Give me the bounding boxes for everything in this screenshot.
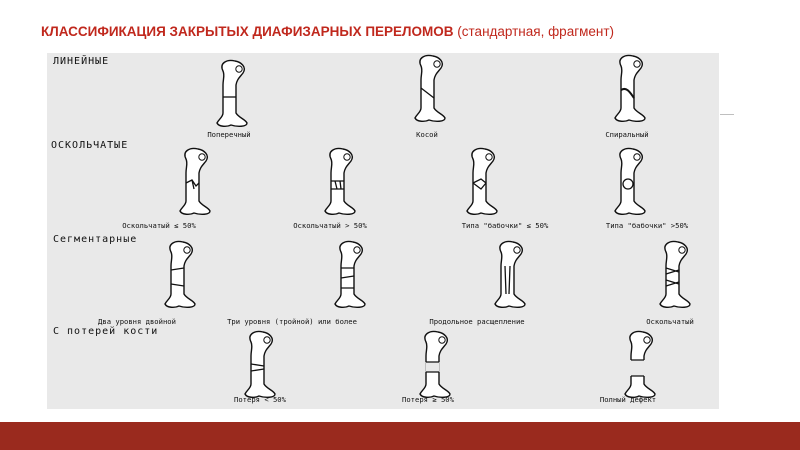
bone-butterfly-large-icon bbox=[615, 148, 645, 214]
caption-segmental-comminuted: Оскольчатый bbox=[646, 317, 694, 326]
footer-bar bbox=[0, 422, 800, 450]
caption-butterfly-large: Типа "бабочки" >50% bbox=[605, 221, 689, 230]
slide-title-main: КЛАССИФИКАЦИЯ ЗАКРЫТЫХ ДИАФИЗАРНЫХ ПЕРЕЛОМОВ bbox=[41, 24, 454, 39]
caption-comminuted-large: Оскольчатый > 50% bbox=[293, 221, 367, 230]
bone-comminuted-large-icon bbox=[325, 148, 355, 214]
section-label-segmental: Сегментарные bbox=[53, 234, 138, 245]
bone-transverse-icon bbox=[217, 60, 247, 126]
bone-loss-large-icon bbox=[420, 331, 450, 397]
bone-oblique-icon bbox=[415, 55, 445, 121]
section-label-bone-loss: С потерей кости bbox=[53, 326, 159, 337]
bone-spiral-icon bbox=[615, 55, 645, 121]
bone-segmental-comminuted-icon bbox=[660, 241, 690, 307]
bone-drawings bbox=[47, 53, 719, 409]
slide-title-note: (стандартная, фрагмент) bbox=[453, 24, 615, 39]
caption-butterfly-small: Типа "бабочки" ≤ 50% bbox=[461, 221, 549, 230]
bone-segmental-two-icon bbox=[165, 241, 195, 307]
slide-title bbox=[41, 24, 614, 39]
caption-spiral: Спиральный bbox=[605, 130, 649, 139]
caption-segmental-three: Три уровня (тройной) или более bbox=[227, 317, 357, 326]
classification-figure bbox=[47, 53, 719, 409]
caption-segmental-two: Два уровня двойной bbox=[98, 317, 176, 326]
bone-butterfly-small-icon bbox=[467, 148, 497, 214]
bone-loss-small-icon bbox=[245, 331, 275, 397]
caption-loss-small: Потеря < 50% bbox=[234, 395, 286, 404]
caption-oblique: Косой bbox=[416, 130, 438, 139]
caption-comminuted-small: Оскольчатый ≤ 50% bbox=[122, 221, 196, 230]
caption-loss-large: Потеря ≥ 50% bbox=[402, 395, 454, 404]
divider-line bbox=[720, 114, 734, 115]
section-label-linear: ЛИНЕЙНЫЕ bbox=[53, 56, 110, 67]
caption-loss-full: Полный дефект bbox=[599, 395, 657, 404]
section-label-comminuted: ОСКОЛЬЧАТЫЕ bbox=[51, 140, 129, 151]
bone-comminuted-small-icon bbox=[180, 148, 210, 214]
caption-longitudinal: Продольное расщепление bbox=[429, 317, 525, 326]
bone-segmental-three-icon bbox=[335, 241, 365, 307]
bone-loss-full-icon bbox=[625, 331, 655, 397]
caption-transverse: Поперечный bbox=[207, 130, 251, 139]
bone-longitudinal-icon bbox=[495, 241, 525, 307]
